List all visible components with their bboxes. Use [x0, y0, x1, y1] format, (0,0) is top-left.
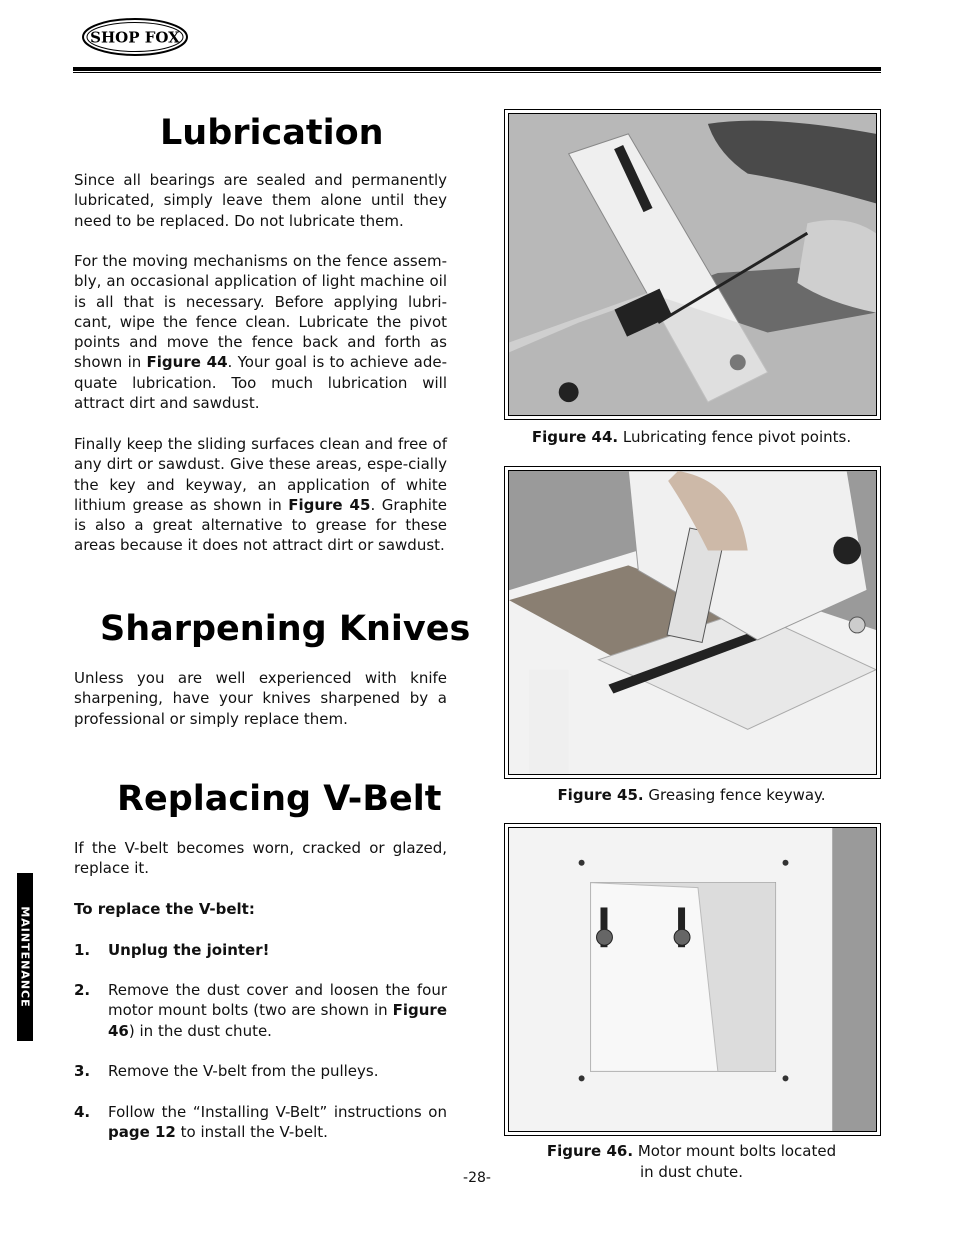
page-12-reference: page 12: [108, 1123, 176, 1142]
step-text: Unplug the jointer!: [108, 941, 270, 959]
fence-lubrication-illustration: [509, 114, 876, 415]
step-text: [108, 1102, 447, 1143]
lubrication-paragraph-2: [74, 251, 447, 413]
dust-chute-illustration: [509, 828, 876, 1131]
shop-fox-logo: [81, 17, 189, 57]
page-number: -28-: [463, 1170, 491, 1186]
side-tab-label: MAINTENANCE: [18, 906, 32, 1008]
text-run: Remove the dust cover and loosen the four motor mount bolts (two are shown in: [108, 981, 447, 1020]
lubrication-paragraph-3: [74, 434, 447, 556]
text-run: . Your goal is to achieve ade-quate lubrication. Too much lubrication will attract dirt and sawdust.: [74, 353, 447, 413]
figure-46-frame: [508, 827, 877, 1132]
sharpening-paragraph: Unless you are well experienced with knife sharpening, have your knives sharpened by a professional or simply replace them.: [74, 669, 447, 728]
vbelt-subheading: To replace the V-belt:: [74, 900, 255, 918]
figure-45-photo: [504, 466, 881, 779]
figure-44-reference: Figure 44: [146, 353, 228, 372]
header-rule-thin: [73, 72, 881, 73]
step-text: [108, 980, 447, 1041]
lubrication-heading: Lubrication: [160, 113, 384, 153]
caption-text: in dust chute.: [639, 1163, 744, 1181]
figure-44-caption: [504, 427, 879, 448]
text-run: Follow the “Installing V-Belt” instructions on: [108, 1103, 447, 1121]
text-run: Finally keep the sliding surfaces clean and free of any dirt or sawdust. Give these areas, espe-cially the key and keyway, an application of white lithium grease as shown in: [74, 435, 447, 514]
sharpening-heading: Sharpening Knives: [100, 609, 471, 649]
vbelt-heading: Replacing V-Belt: [117, 779, 442, 819]
figure-44-photo: [504, 109, 881, 420]
text-run: to install the V-belt.: [175, 1123, 328, 1142]
figure-46-photo: [504, 823, 881, 1136]
figure-45-frame: [508, 470, 877, 775]
caption-text: Greasing fence keyway.: [648, 786, 826, 804]
text-run: For the moving mechanisms on the fence assem-bly, an occasional application of light machine oil is all that is necessary. Before applying lubri-cant, wipe the fence clean. Lubricate the pivot points and move the fence back and forth as shown in: [74, 252, 447, 372]
vbelt-paragraph: If the V-belt becomes worn, cracked or glazed, replace it.: [74, 839, 447, 878]
figure-46-reference: Figure 46: [108, 1001, 447, 1040]
lubrication-paragraph-1: Since all bearings are sealed and permanently lubricated, simply leave them alone until they need to be replaced. Do not lubricate them.: [74, 171, 447, 230]
step-number: 3.: [74, 1062, 91, 1080]
text-run: . Graphite is also a great alternative to grease for these areas because it does not attract dirt or sawdust.: [74, 495, 447, 555]
figure-45-reference: Figure 45: [288, 495, 371, 514]
keyway-greasing-illustration: [509, 471, 876, 774]
step-text: Remove the V-belt from the pulleys.: [108, 1062, 379, 1080]
figure-label: Figure 44.: [531, 428, 619, 446]
figure-label: Figure 46.: [546, 1142, 634, 1160]
section-side-tab: [17, 873, 33, 1041]
step-number: 4.: [74, 1103, 91, 1121]
caption-text: Lubricating fence pivot points.: [622, 428, 852, 446]
step-number: 1.: [74, 941, 91, 959]
logo-text: SHOP FOX: [90, 28, 180, 47]
header-rule: [73, 67, 881, 71]
figure-44-frame: [508, 113, 877, 416]
step-number: 2.: [74, 981, 91, 999]
figure-label: Figure 45.: [557, 786, 644, 804]
text-run: ) in the dust chute.: [128, 1021, 272, 1040]
figure-45-caption: [504, 785, 879, 806]
caption-text: Motor mount bolts located: [637, 1142, 837, 1160]
